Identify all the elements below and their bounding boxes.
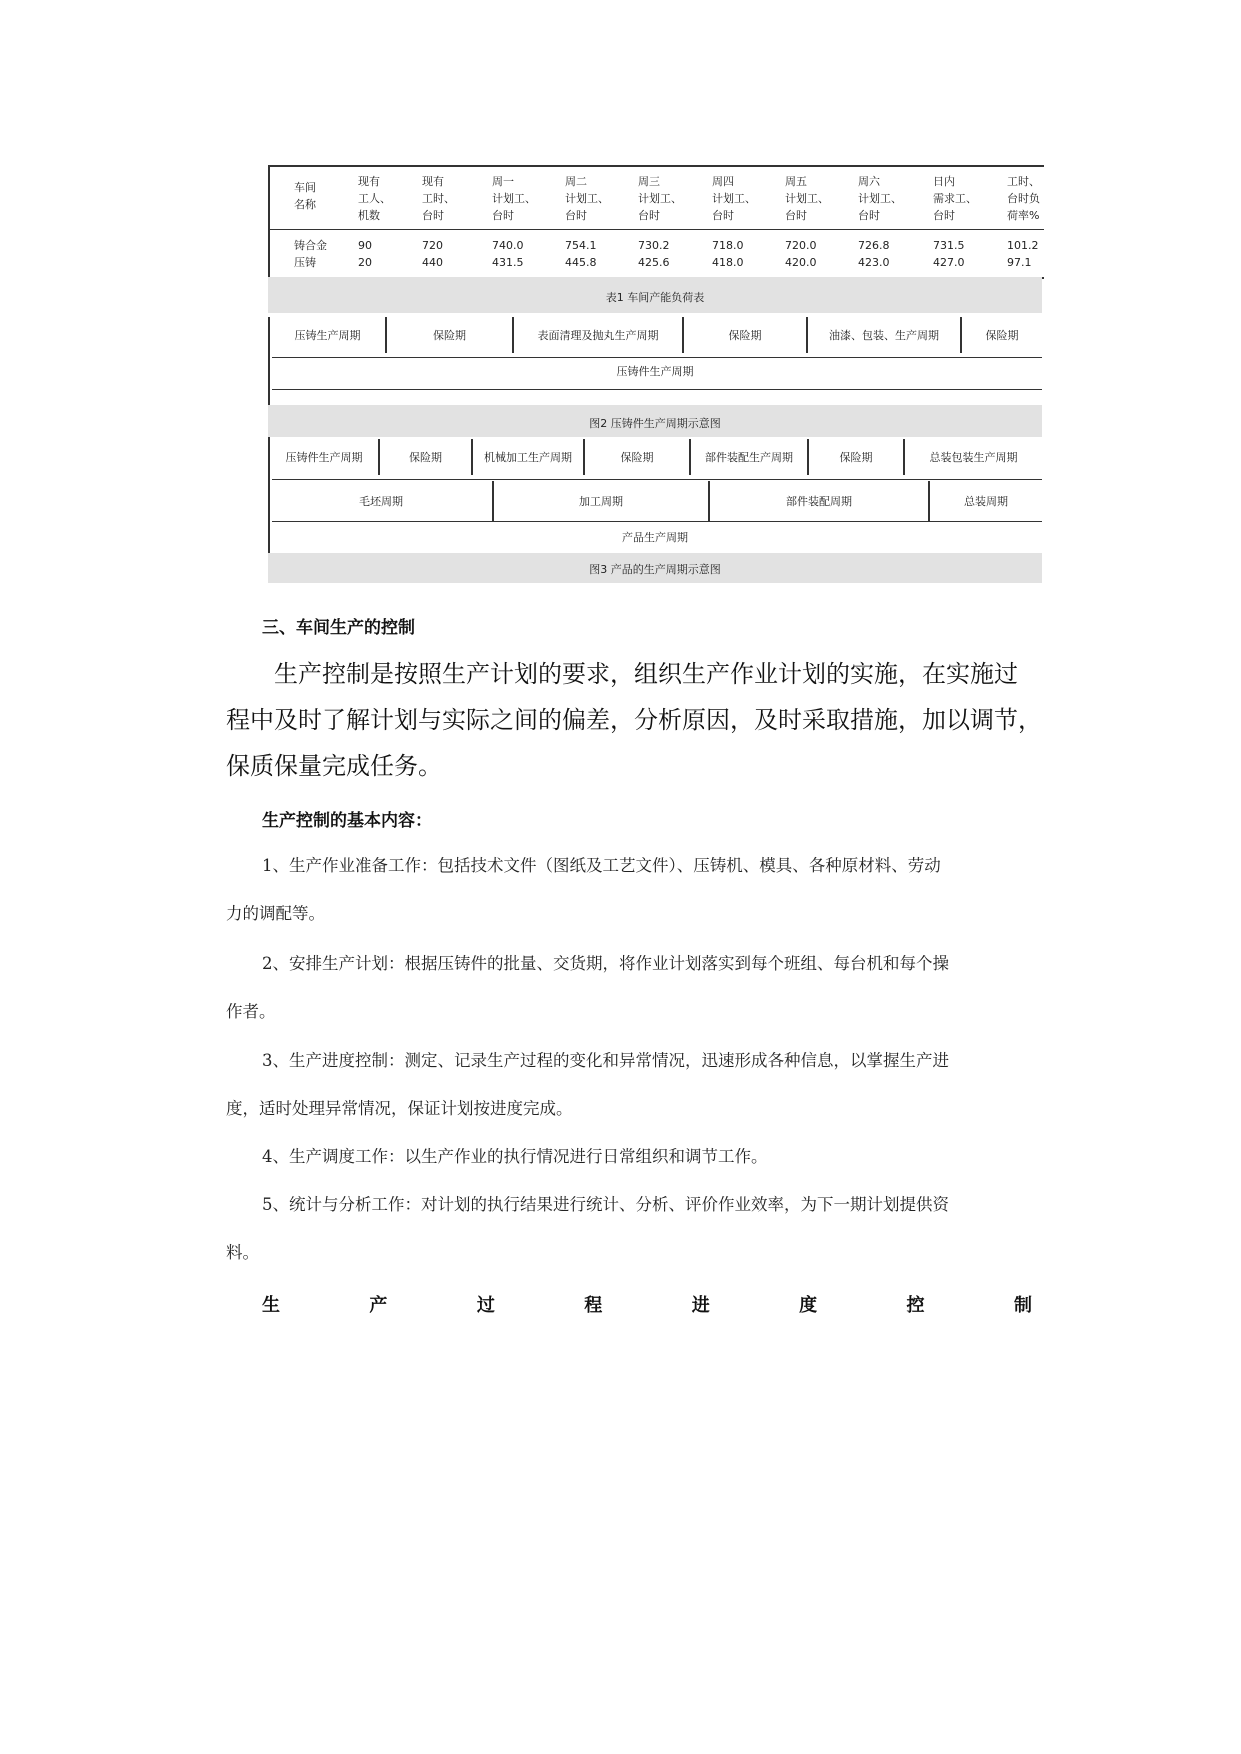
arrow-line <box>272 389 1042 390</box>
axis-tick <box>268 437 270 553</box>
diagram-caption: 图3 产品的生产周期示意图 <box>589 563 721 576</box>
table-header-cell: 周四 计划工、 台时 <box>712 175 756 222</box>
intro-line-1: 生产控制是按照生产计划的要求，组织生产作业计划的实施，在实施过 <box>274 660 1018 688</box>
cycle-segment: 保险期 <box>682 317 806 353</box>
table-caption: 表1 车间产能负荷表 <box>605 291 705 304</box>
cycle-segment: 总装包装生产周期 <box>903 439 1042 475</box>
subheading: 生产控制的基本内容： <box>262 811 432 831</box>
footer-heading-char: 控 <box>906 1295 925 1316</box>
cycle-segment: 表面清理及抛丸生产周期 <box>512 317 682 353</box>
list-item-line: 度，适时处理异常情况，保证计划按进度完成。 <box>226 1099 573 1118</box>
table-cell: 730.2 425.6 <box>638 239 670 269</box>
table-cell: 731.5 427.0 <box>933 239 965 269</box>
scanned-figure <box>268 165 1042 583</box>
list-item-line: 4、生产调度工作：以生产作业的执行情况进行日常组织和调节工作。 <box>262 1147 768 1166</box>
footer-heading-char: 产 <box>369 1295 388 1316</box>
phase-segment: 总装周期 <box>928 481 1042 521</box>
table-cell: 740.0 431.5 <box>492 239 524 269</box>
cycle-segment: 油漆、包装、生产周期 <box>806 317 960 353</box>
phase-segment: 加工周期 <box>492 481 708 521</box>
table-divider <box>270 229 1044 230</box>
section-heading: 三、车间生产的控制 <box>262 618 415 638</box>
intro-line-2: 程中及时了解计划与实际之间的偏差，分析原因，及时采取措施，加以调节， <box>226 706 1042 734</box>
intro-line-3: 保质保量完成任务。 <box>226 752 442 780</box>
capacity-table <box>268 165 1044 279</box>
cycle-segment: 保险期 <box>960 317 1042 353</box>
table-cell: 101.2 97.1 <box>1007 239 1039 269</box>
list-item-line: 力的调配等。 <box>226 904 325 923</box>
table-header-cell: 周三 计划工、 台时 <box>638 175 682 222</box>
list-item-line: 3、生产进度控制：测定、记录生产过程的变化和异常情况，迅速形成各种信息，以掌握生产进 <box>262 1051 949 1070</box>
cycle-segment: 部件装配生产周期 <box>689 439 807 475</box>
table-header-cell: 车间 名称 <box>294 181 316 211</box>
table-header-cell: 现有 工时、 台时 <box>422 175 455 222</box>
list-item-line: 2、安排生产计划：根据压铸件的批量、交货期，将作业计划落实到每个班组、每台机和每个操 <box>262 954 949 973</box>
table-cell: 754.1 445.8 <box>565 239 597 269</box>
footer-heading-char: 生 <box>262 1295 280 1316</box>
table-header-cell: 周五 计划工、 台时 <box>785 175 829 222</box>
footer-heading-char: 度 <box>799 1295 818 1316</box>
cycle-segment: 保险期 <box>583 439 689 475</box>
cycle-segment: 保险期 <box>385 317 512 353</box>
table-cell: 90 20 <box>358 239 372 269</box>
cycle-diagram-3 <box>268 437 1042 553</box>
total-cycle-label: 产品生产周期 <box>622 531 688 544</box>
arrow-line <box>272 357 1042 358</box>
footer-heading-char: 制 <box>1013 1295 1032 1316</box>
table-cell: 726.8 423.0 <box>858 239 890 269</box>
arrow-line <box>272 521 1042 522</box>
diagram-caption: 图2 压铸件生产周期示意图 <box>589 417 721 430</box>
list-item-line: 5、统计与分析工作：对计划的执行结果进行统计、分析、评价作业效率，为下一期计划提供资 <box>262 1195 949 1214</box>
table-cell: 720.0 420.0 <box>785 239 817 269</box>
table-header-cell: 周二 计划工、 台时 <box>565 175 609 222</box>
footer-heading-char: 过 <box>476 1295 495 1316</box>
footer-heading-char: 进 <box>691 1295 710 1316</box>
cycle-segment: 压铸件生产周期 <box>268 439 378 475</box>
phase-segment: 部件装配周期 <box>708 481 928 521</box>
footer-heading <box>262 1291 1032 1317</box>
cycle-segment: 保险期 <box>378 439 471 475</box>
cycle-segment: 机械加工生产周期 <box>471 439 583 475</box>
list-item-line: 料。 <box>226 1243 259 1262</box>
table-cell: 720 440 <box>422 239 443 269</box>
cycle-diagram-2 <box>268 317 1042 405</box>
list-item-line: 作者。 <box>226 1002 276 1021</box>
table-cell: 铸合金 压铸 <box>294 239 327 269</box>
phase-segment: 毛坯周期 <box>268 481 492 521</box>
table-header-cell: 周六 计划工、 台时 <box>858 175 902 222</box>
cycle-segment: 压铸生产周期 <box>268 317 385 353</box>
footer-heading-char: 程 <box>584 1295 603 1316</box>
table-header-cell: 周一 计划工、 台时 <box>492 175 536 222</box>
table-header-cell: 工时、 台时负 荷率% <box>1007 175 1040 222</box>
list-item-line: 1、生产作业准备工作：包括技术文件（图纸及工艺文件）、压铸机、模具、各种原材料、劳动 <box>262 856 941 875</box>
axis-tick <box>268 317 270 405</box>
arrow-line <box>272 479 1042 480</box>
total-cycle-label: 压铸件生产周期 <box>616 365 694 378</box>
cycle-segment: 保险期 <box>807 439 903 475</box>
table-header-cell: 现有 工人、 机数 <box>358 175 391 222</box>
table-cell: 718.0 418.0 <box>712 239 744 269</box>
table-header-cell: 日内 需求工、 台时 <box>933 175 977 222</box>
